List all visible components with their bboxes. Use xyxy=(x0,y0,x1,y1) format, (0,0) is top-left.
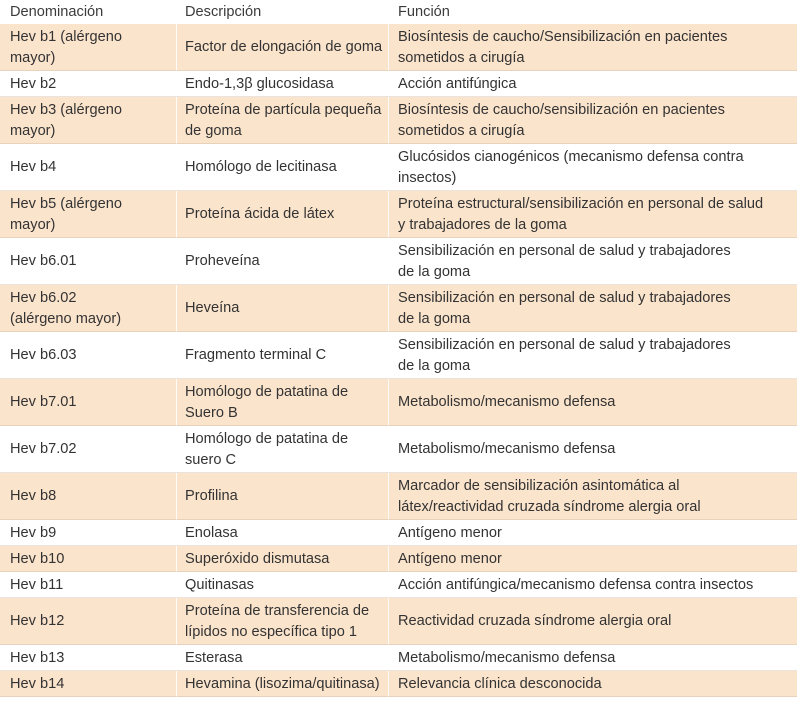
cell-denominacion: Hev b8 xyxy=(10,488,57,505)
cell-descripcion: Heveína xyxy=(176,285,389,332)
cell-descripcion: Homólogo de patatina de Suero B xyxy=(176,379,389,426)
table-row xyxy=(0,144,797,191)
cell-funcion: Acción antifúngica xyxy=(398,75,517,92)
cell-funcion: Sensibilización en personal de salud y trabajadores de la goma xyxy=(398,337,731,374)
cell-denominacion: Hev b11 xyxy=(10,576,64,593)
cell-funcion: Biosíntesis de caucho/sensibilización en pacientes sometidos a cirugía xyxy=(398,102,725,139)
table-row xyxy=(0,572,797,598)
cell-descripcion: Proteína ácida de látex xyxy=(176,191,389,238)
cell-descripcion: Hevamina (lisozima/quitinasa) xyxy=(176,671,389,697)
cell-denominacion: Hev b7.01 xyxy=(10,394,77,411)
cell-denominacion: Hev b5 (alérgeno mayor) xyxy=(10,196,122,233)
cell-denominacion: Hev b7.02 xyxy=(10,441,77,458)
table-row xyxy=(0,332,797,379)
cell-denominacion: Hev b6.02 (alérgeno mayor) xyxy=(10,290,122,327)
header-denominacion: Denominación xyxy=(10,3,104,20)
table-row xyxy=(0,473,797,520)
table-row xyxy=(0,426,797,473)
cell-funcion: Metabolismo/mecanismo defensa xyxy=(398,394,616,411)
cell-denominacion: Hev b6.03 xyxy=(10,347,77,364)
cell-descripcion: Homólogo de lecitinasa xyxy=(185,159,337,176)
cell-descripcion: Homólogo de patatina de suero C xyxy=(185,431,349,468)
cell-descripcion: Esterasa xyxy=(185,649,243,666)
cell-descripcion: Fragmento terminal C xyxy=(185,347,327,364)
cell-denominacion: Hev b4 xyxy=(10,159,57,176)
cell-denominacion: Hev b14 xyxy=(10,675,65,692)
table-row xyxy=(0,191,797,238)
cell-funcion: Metabolismo/mecanismo defensa xyxy=(398,649,616,666)
table-header xyxy=(0,0,797,24)
cell-denominacion: Hev b2 xyxy=(10,75,57,92)
table-row xyxy=(0,379,797,426)
table-row xyxy=(0,520,797,546)
cell-funcion: Proteína estructural/sensibilización en personal de salud y trabajadores de la goma xyxy=(398,196,764,233)
header-descripcion: Descripción xyxy=(185,3,262,20)
cell-descripcion: Superóxido dismutasa xyxy=(176,546,389,572)
cell-denominacion: Hev b1 (alérgeno mayor) xyxy=(10,29,122,66)
cell-descripcion: Profilina xyxy=(176,473,389,520)
cell-denominacion: Hev b10 xyxy=(10,550,65,567)
cell-descripcion: Quitinasas xyxy=(185,576,254,593)
table-body xyxy=(0,24,797,697)
table-row xyxy=(0,285,797,332)
table-row xyxy=(0,598,797,645)
table-row xyxy=(0,24,797,71)
table-row xyxy=(0,97,797,144)
cell-descripcion: Proteína de transferencia de lípidos no específica tipo 1 xyxy=(176,598,389,645)
cell-descripcion: Factor de elongación de goma xyxy=(176,24,389,71)
cell-funcion: Sensibilización en personal de salud y trabajadores de la goma xyxy=(398,243,731,280)
table-row xyxy=(0,238,797,285)
cell-funcion: Glucósidos cianogénicos (mecanismo defensa contra insectos) xyxy=(398,149,744,186)
cell-funcion: Acción antifúngica/mecanismo defensa contra insectos xyxy=(398,576,754,593)
cell-funcion: Biosíntesis de caucho/Sensibilización en pacientes sometidos a cirugía xyxy=(398,29,728,66)
cell-funcion: Reactividad cruzada síndrome alergia oral xyxy=(398,613,672,630)
table-row xyxy=(0,71,797,97)
cell-descripcion: Proteína de partícula pequeña de goma xyxy=(176,97,389,144)
cell-funcion: Antígeno menor xyxy=(398,524,502,541)
header-funcion: Función xyxy=(398,3,450,20)
cell-funcion: Sensibilización en personal de salud y trabajadores de la goma xyxy=(398,290,731,327)
table-row xyxy=(0,645,797,671)
cell-funcion: Metabolismo/mecanismo defensa xyxy=(398,441,616,458)
cell-descripcion: Proheveína xyxy=(185,253,260,270)
cell-funcion: Relevancia clínica desconocida xyxy=(398,675,602,692)
cell-denominacion: Hev b6.01 xyxy=(10,253,77,270)
table-row xyxy=(0,671,797,697)
cell-funcion: Antígeno menor xyxy=(398,550,502,567)
cell-denominacion: Hev b13 xyxy=(10,649,65,666)
table-row xyxy=(0,546,797,572)
cell-denominacion: Hev b12 xyxy=(10,613,65,630)
cell-descripcion: Enolasa xyxy=(185,524,238,541)
cell-denominacion: Hev b3 (alérgeno mayor) xyxy=(10,102,122,139)
cell-denominacion: Hev b9 xyxy=(10,524,57,541)
cell-descripcion: Endo-1,3β glucosidasa xyxy=(185,75,334,92)
cell-funcion: Marcador de sensibilización asintomática al látex/reactividad cruzada síndrome alergia oral xyxy=(398,478,701,515)
